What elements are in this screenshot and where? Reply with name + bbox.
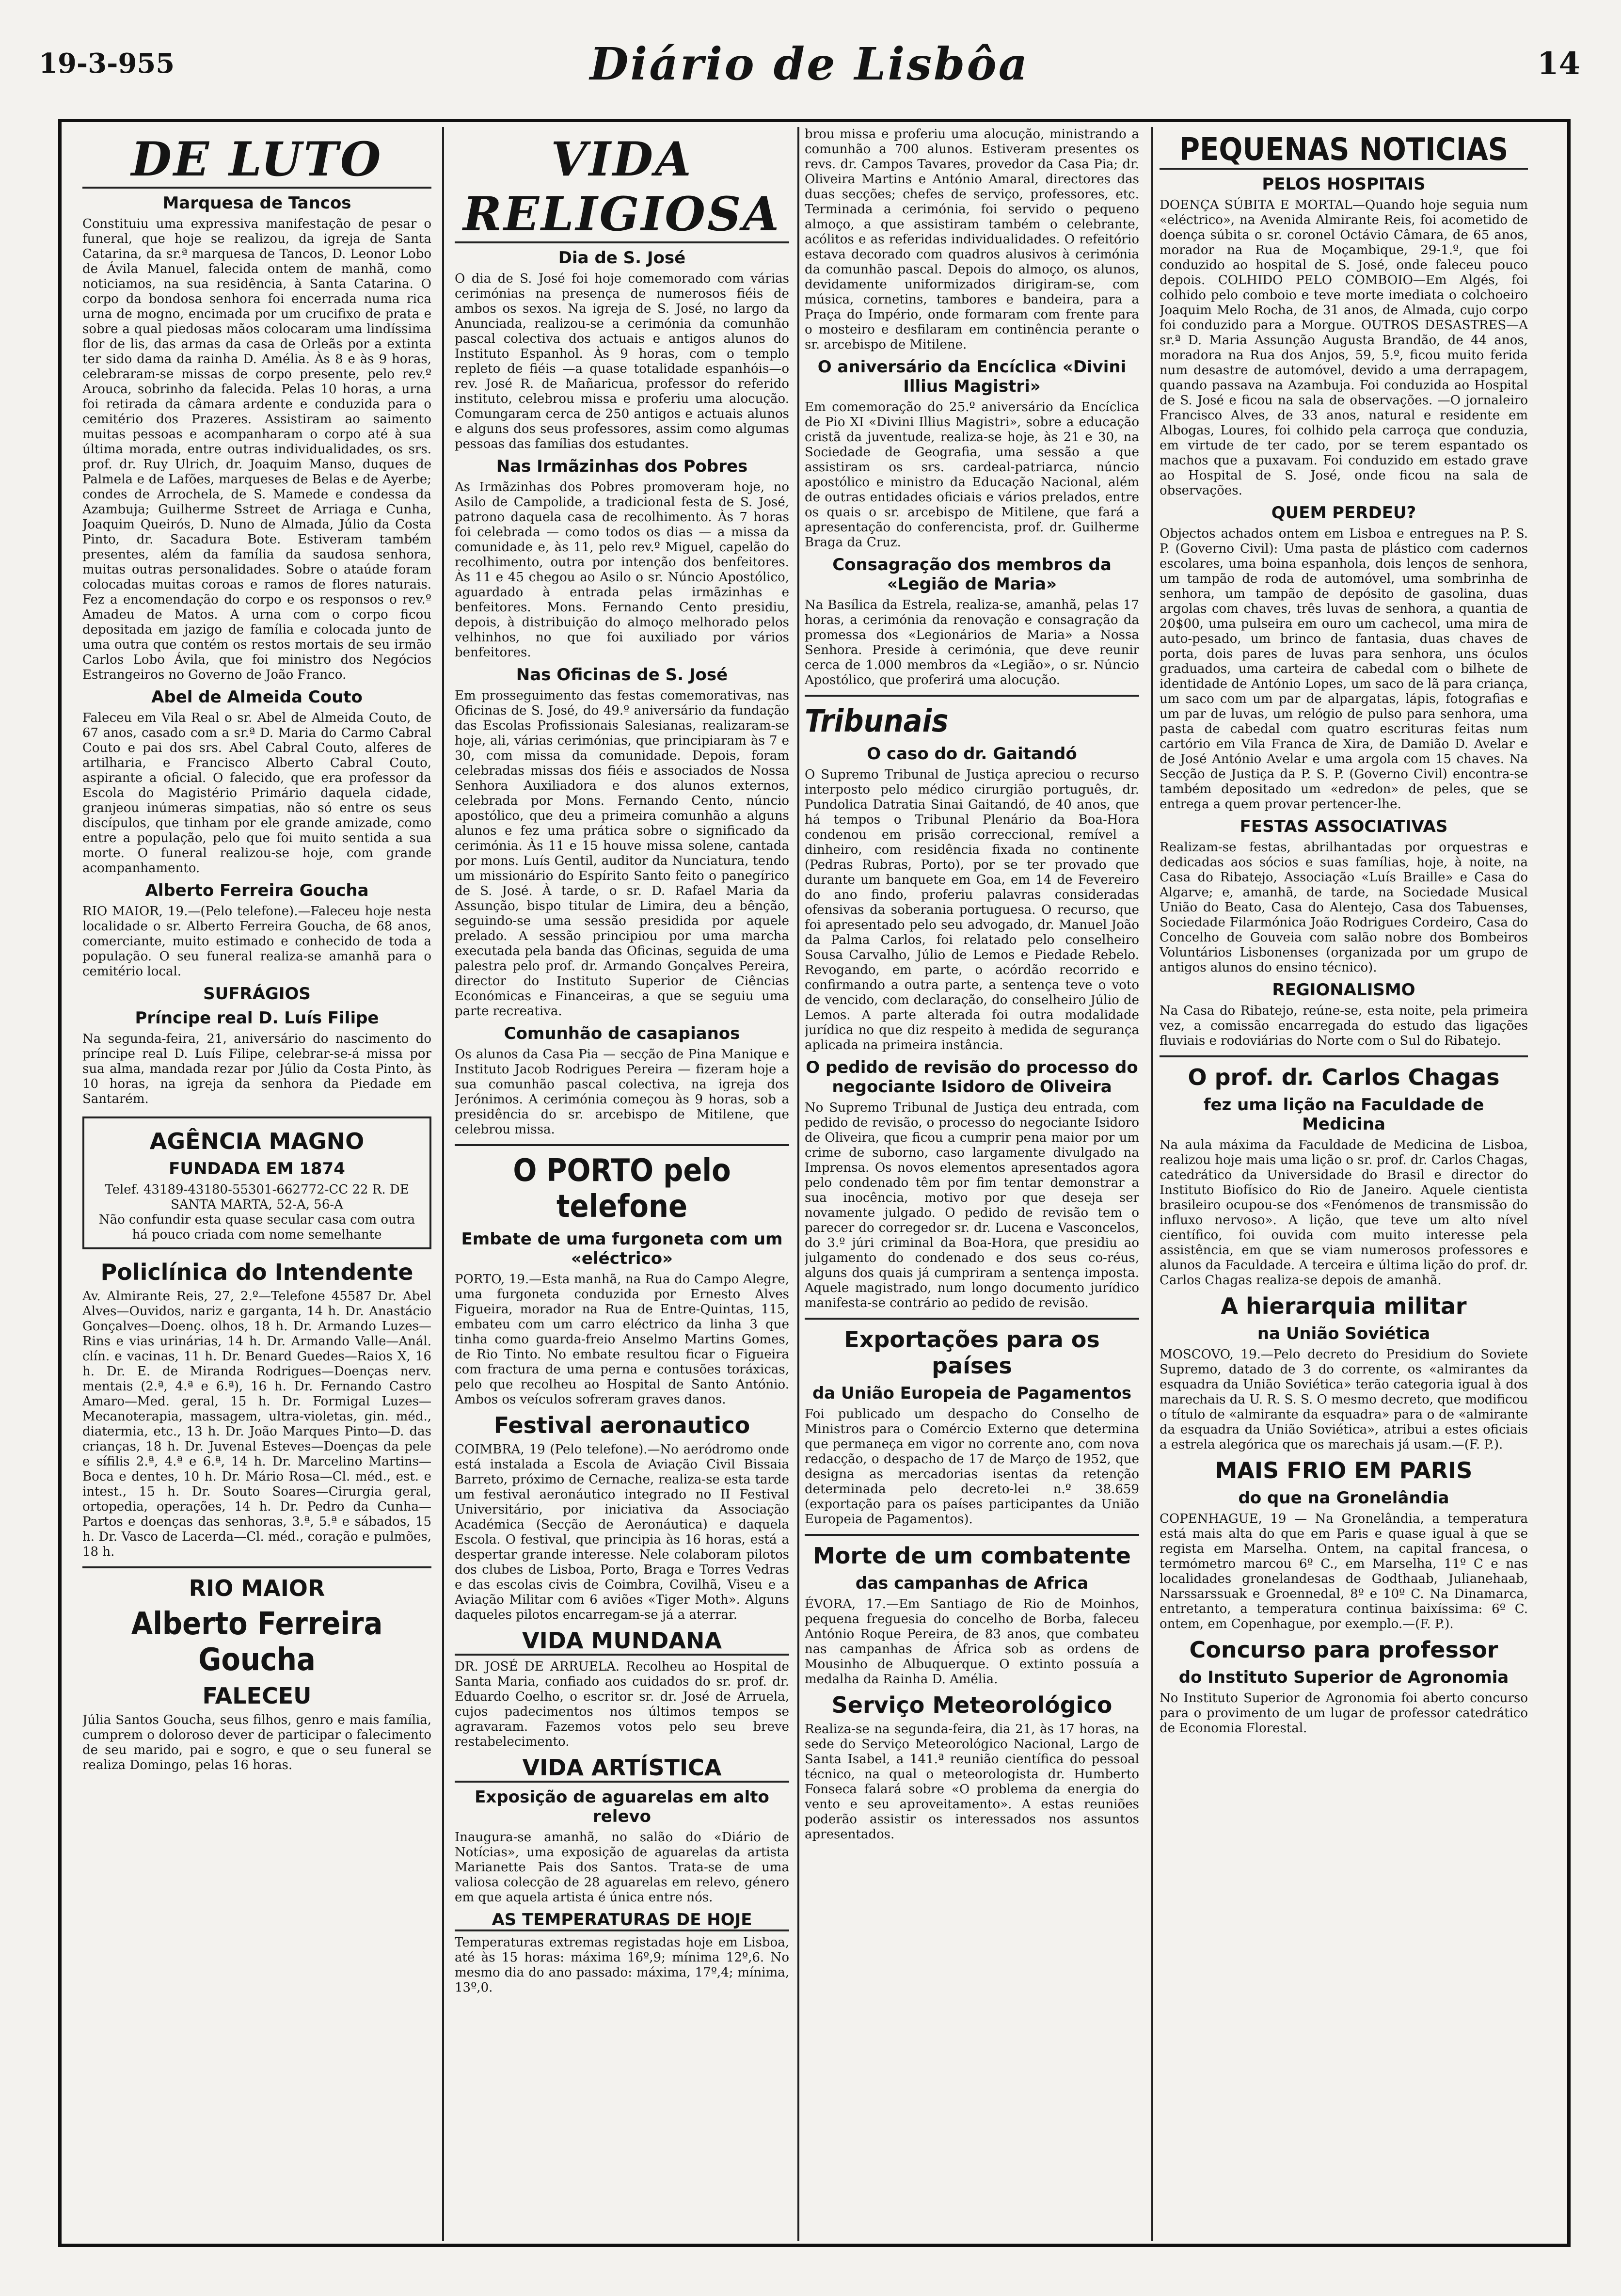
article-body: COPENHAGUE, 19 — Na Gronelândia, a temperatura está mais alta do que em Paris e quase igual à que se regista em Marselha. Ontem, na capital francesa, o termómetro marcou 6º C., em Marselha, 11º C e nas localidades gronelandesas de Godthaab, Julianehaab, Narssarssuak e Groennedal, 8º e 10º C. Na Dinamarca, entretanto, a temperatura continua baixíssima: 6º C. ontem, em Copenhague, por exemplo.—(F. P.). bbox=[1160, 1512, 1528, 1631]
column-short-news bbox=[1160, 127, 1528, 2241]
section-title-pequenas-noticias: PEQUENAS NOTICIAS bbox=[1160, 132, 1528, 170]
article-body: COIMBRA, 19 (Pelo telefone).—No aeródromo onde está instalada a Escola de Aviação Civil Bissaia Barreto, próximo de Cernache, realiza-se esta tarde um festival aeronáutico integrado no II Festival Universitário, por iniciativa da Associação Académica (Secção de Aeronáutica) e daquela Escola. O festival, que principia às 16 horas, está a despertar grande interesse. Nele colaboram pilotos dos clubes de Lisboa, Porto, Braga e Torres Vedras e das escolas civis de Coimbra, Covilhã, Viseu e a Aviação Militar com 6 aviões «Tiger Moth». Alguns daqueles pilotos encarregam-se já a aterrar. bbox=[455, 1442, 789, 1622]
section-title-vida-religiosa: VIDA RELIGIOSA bbox=[455, 132, 789, 243]
advert-subtitle: FUNDADA EM 1874 bbox=[169, 1159, 345, 1179]
article-body: Temperaturas extremas registadas hoje em Lisboa, até às 15 horas: máxima 16º,9; mínima 12º,6. No mesmo dia do ano passado: máxima, 17º,4; mínima, 13º,0. bbox=[455, 1935, 789, 1995]
article-subheading: Príncipe real D. Luís Filipe bbox=[135, 1008, 379, 1028]
article-heading: PELOS HOSPITAIS bbox=[1262, 175, 1426, 194]
article-body: Realiza-se na segunda-feira, dia 21, às 17 horas, na sede do Serviço Meteorológico Nacional, Largo de Santa Isabel, a 141.ª reunião científica do pessoal técnico, na qual o meteorologista dr. Humberto Fonseca falará sobre «O problema da energia do vento e seu aproveitamento». A estas reuniões poderão assistir os interessados nos assuntos apresentados. bbox=[805, 1722, 1139, 1842]
column-religious-life bbox=[455, 127, 789, 2241]
advert-agencia-magno bbox=[82, 1116, 431, 1249]
article-body: MOSCOVO, 19.—Pelo decreto do Presidium do Soviete Supremo, datado de 3 do corrente, os «almirantes da esquadra da União Soviética» terão categoria igual à dos marechais da U. R. S. S. O mesmo decreto, que modificou o título de «almirante da esquadra» para o de «almirante da esquadra da União Soviética», atribui a estes oficiais a estrela alegórica que os marechais já usam.—(F. P.). bbox=[1160, 1347, 1528, 1452]
article-body: Constituiu uma expressiva manifestação de pesar o funeral, que hoje se realizou, da igreja de Santa Catarina, da sr.ª marquesa de Tancos, D. Leonor Lobo de Ávila Manuel, falecida ontem de manhã, como noticiamos, na sua residência, à Santa Catarina. O corpo da bondosa senhora foi encerrada numa rica urna de mogno, encimada por um crucifixo de prata e sobre a qual piedosas mãos colocaram uma lindíssima flor de lis, das armas da casa de Orleãs por a extinta ter sido dama da rainha D. Amélia. Às 8 e às 9 horas, celebraram-se missas de corpo presente, pelo rev.º Arouca, sobrinho da falecida. Pelas 10 horas, a urna foi retirada da câmara ardente e conduzida para o cemitério dos Prazeres. Assistiram ao saimento muitas pessoas e acompanharam o corpo até à sua última morada, entre outras individualidades, os srs. prof. dr. Ruy Ulrich, dr. Joaquim Manso, duques de Palmela e de Lafões, marqueses de Belas e de Ayerbe; condes de Arrochela, de S. Mamede e condessa da Azambuja; Guilherme Sstreet de Arriaga e Cunha, Joaquim Queirós, D. Nuno de Almada, Júlio da Costa Pinto, dr. Sacadura Bote. Estiveram também presentes, além da família da saudosa senhora, muitas outras personalidades. Sobre o ataúde foram colocadas muitas coroas e ramos de flores naturais. Fez a encomendação do corpo e os responsos o rev.º Amadeu de Matos. A urna com o corpo ficou depositada em jazigo de família e colocada junto de uma outra que contém os restos mortais de seu irmão Carlos Lobo Ávila, que foi ministro dos Negócios Estrangeiros no Governo de João Franco. bbox=[82, 217, 431, 682]
article-heading: A hierarquia militar bbox=[1221, 1293, 1467, 1319]
article-heading: Exportações para os países bbox=[844, 1326, 1100, 1379]
article-heading: MAIS FRIO EM PARIS bbox=[1215, 1457, 1473, 1483]
page-number: 14 bbox=[1537, 46, 1580, 82]
article-heading: FESTAS ASSOCIATIVAS bbox=[1240, 817, 1448, 836]
article-body: Realizam-se festas, abrilhantadas por orquestras e dedicadas aos sócios e suas famílias, hoje, à noite, na Casa do Ribatejo, Associação «Luís Braille» e Casa do Algarve; e, amanhã, de tarde, na Sociedade Musical União do Beato, Casa do Alentejo, Casa dos Tabuenses, Sociedade Filarmónica João Rodrigues Cordeiro, Casa do Concelho de Gouveia com salão nobre dos Bombeiros Voluntários Lisbonenses (organizada por um grupo de antigos alunos do ensino técnico). bbox=[1160, 840, 1528, 975]
article-body: As Irmãzinhas dos Pobres promoveram hoje, no Asilo de Campolide, a tradicional festa de S. José, patrono daquela casa de recolhimento. Às 7 horas foi celebrada — como todos os dias — a missa da comunidade e, às 11, pelo rev.º Miguel, capelão do recolhimento, outra por intenção dos benfeitores. Às 11 e 45 chegou ao Asilo o sr. Núncio Apostólico, aguardado à entrada pelas irmãzinhas e benfeitores. Mons. Fernando Cento presidiu, depois, à distribuição do almoço melhorado pelos velhinhos, no que foi auxiliado por vários benfeitores. bbox=[455, 480, 789, 660]
article-heading: Alberto Ferreira Goucha bbox=[145, 881, 369, 900]
article-body: RIO MAIOR, 19.—(Pelo telefone).—Faleceu hoje nesta localidade o sr. Alberto Ferreira Goucha, de 68 anos, comerciante, muito estimado e conhecido de toda a população. O seu funeral realiza-se amanhã para o cemitério local. bbox=[82, 904, 431, 979]
divider bbox=[82, 1566, 431, 1568]
masthead bbox=[39, 38, 1580, 106]
article-heading: Marquesa de Tancos bbox=[162, 193, 351, 213]
article-heading: SUFRÁGIOS bbox=[203, 984, 311, 1004]
article-body: No Instituto Superior de Agronomia foi aberto concurso para o provimento de um lugar de professor catedrático de Economia Florestal. bbox=[1160, 1691, 1528, 1736]
article-heading: Morte de um combatente bbox=[813, 1543, 1131, 1569]
article-subheading: do que na Gronelândia bbox=[1238, 1488, 1449, 1508]
column-rule bbox=[797, 127, 799, 2241]
divider bbox=[455, 1144, 789, 1146]
advert-address: Telef. 43189-43180-55301-662772-CC 22 R. DE SANTA MARTA, 52-A, 56-A bbox=[105, 1182, 409, 1212]
advert-note: Não confundir esta quase secular casa com outra há pouco criada com nome semelhante bbox=[98, 1212, 415, 1242]
article-body: Na segunda-feira, 21, aniversário do nascimento do príncipe real D. Luís Filipe, celebrar-se-á missa por sua alma, mandada rezar por Júlio da Costa Pinto, às 10 horas, na igreja da senhora da Piedade em Santarém. bbox=[82, 1032, 431, 1106]
column-rule bbox=[442, 127, 444, 2241]
article-heading: Festival aeronautico bbox=[493, 1412, 750, 1438]
article-body: Inaugura-se amanhã, no salão do «Diário de Notícias», uma exposição de aguarelas da artista Marianette Pais dos Santos. Trata-se de uma valiosa colecção de 28 aguarelas em relevo, género em que aquela artista é única entre nós. bbox=[455, 1830, 789, 1905]
section-title-vida-artistica: VIDA ARTÍSTICA bbox=[455, 1754, 789, 1783]
issue-date: 19-3-955 bbox=[39, 48, 175, 80]
article-body: Os alunos da Casa Pia — secção de Pina Manique e Instituto Jacob Rodrigues Pereira — fizeram hoje a sua comunhão pascal colectiva, na igreja dos Jerónimos. A cerimónia começou às 9 horas, sob a presidência do sr. arcebispo de Mitilene, que celebrou missa. bbox=[455, 1047, 789, 1137]
advert-body: Av. Almirante Reis, 27, 2.º—Telefone 45587 Dr. Abel Alves—Ouvidos, nariz e garganta, 14 h. Dr. Anastácio Gonçalves—Doenç. olhos, 18 h. Dr. Armando Luzes—Rins e vias urinárias, 14 h. Dr. Armando Valle—Anál. clín. e vacinas, 11 h. Dr. Benard Guedes—Raios X, 16 h. Dr. E. de Miranda Rodrigues—Doenças nerv. mentais (2.ª, 4.ª e 6.ª), 16 h. Dr. Fernando Castro Amaro—Med. geral, 15 h. Dr. Formigal Luzes—Mecanoterapia, massagem, ultra-violetas, gin. méd., diatermia, etc., 13 h. Dr. João Marques Pinto—D. das crianças, 18 h. Dr. Juvenal Esteves—Doenças da pele e sífilis 2.ª, 4.ª e 6.ª, 14 h. Dr. Marcelino Martins—Boca e dentes, 10 h. Dr. Mário Rosa—Cl. méd., est. e intest., 15 h. Dr. Souto Soares—Cirurgia geral, ortopedia, operações, 14 h. Dr. Pedro da Cunha—Partos e doenças das senhoras, 3.ª, 5.ª e sábados, 15 h. Dr. Vasco de Lacerda—Cl. méd., coração e pulmões, 18 h. bbox=[82, 1289, 431, 1559]
column-rule bbox=[1151, 127, 1153, 2241]
article-body: DOENÇA SÚBITA E MORTAL—Quando hoje seguia num «eléctrico», na Avenida Almirante Reis, foi acometido de doença súbita o sr. coronel Octávio Câmara, de 65 anos, morador na Rua de Moçambique, 29-1.º, que foi conduzido ao hospital de S. José, onde faleceu pouco depois. COLHIDO PELO COMBOIO—Em Algés, foi colhido pelo comboio e teve morte imediata o colchoeiro Joaquim Melo Rocha, de 31 anos, de Almada, cujo corpo foi conduzido para a Morgue. OUTROS DESASTRES—A sr.ª D. Maria Assunção Augusta Brandão, de 44 anos, moradora na Rua dos Anjos, 59, 5.º, ficou muito ferida num desastre de automóvel, devido a uma derrapagem, quando passava na Azambuja. Foi conduzida ao Hospital de S. José e ficou na sala de observações. —O jornaleiro Francisco Alves, de 33 anos, natural e residente em Albogas, Loures, foi colhido pela carroça que conduzia, em virtude de ter cado, por se terem espantado os machos que a puxavam. Foi conduzido em estado grave ao Hospital de S. José, onde ficou na sala de observações. bbox=[1160, 198, 1528, 498]
article-heading: Concurso para professor bbox=[1189, 1637, 1498, 1663]
article-heading: Exposição de aguarelas em alto relevo bbox=[475, 1787, 769, 1826]
article-body: PORTO, 19.—Esta manhã, na Rua do Campo Alegre, uma furgoneta conduzida por Ernesto Alves Figueira, morador na Rua de Entre-Quintas, 115, embateu com um carro eléctrico da linha 3 que tinha como guarda-freio Anselmo Martins Gomes, de Rio Tinto. No embate resultou ficar o Figueira com fractura de uma perna e contusões toráxicas, pelo que recolheu ao Hospital de Santo António. Ambos os veículos sofreram graves danos. bbox=[455, 1272, 789, 1407]
advert-title: Policlínica do Intendente bbox=[100, 1259, 413, 1285]
article-heading: Dia de S. José bbox=[558, 248, 686, 268]
article-body: O Supremo Tribunal de Justiça apreciou o recurso interposto pelo médico cirurgião português, dr. Pundolica Datratia Sinai Gaitandó, de 40 anos, que há tempos o Tribunal Plenário da Boa-Hora condenou em prisão correccional, remível a dinheiro, com residência fixada no continente (Pedras Rubras, Porto), por se ter provado que durante um banquete em Goa, em 14 de Fevereiro do ano findo, proferiu palavras consideradas ofensivas da soberania portuguesa. O recurso, que foi apresentado pelo seu advogado, dr. Manuel João da Palma Carlos, foi relatado pelo conselheiro Sousa Carvalho, Júlio de Lemos e Piedade Rebelo. Revogando, em parte, o acórdão recorrido e confirmando a outra parte, a sentença teve o voto de vencido, com declaração, do conselheiro Júlio de Lemos. A parte alterada foi outra modalidade jurídica no que diz respeito à medida de segurança aplicada na primeira instância. bbox=[805, 767, 1139, 1052]
notice-body: Júlia Santos Goucha, seus filhos, genro e mais família, cumprem o doloroso dever de participar o falecimento de seu marido, pai e sogro, e que o seu funeral se realiza Domingo, pelas 16 horas. bbox=[82, 1713, 431, 1772]
article-heading: AS TEMPERATURAS DE HOJE bbox=[455, 1910, 789, 1931]
article-body: Em comemoração do 25.º aniversário da Encíclica de Pio XI «Divini Illius Magistri», sobre a educação cristã da juventude, realiza-se hoje, às 21 e 30, na Sociedade de Geografia, uma sessão a que assistiram os srs. cardeal-patriarca, núncio apostólico e ministro da Educação Nacional, além de outras entidades oficiais e vários prelados, entre os quais o sr. arcebispo de Mitilene, que fará a apresentação do conferencista, prof. dr. Guilherme Braga da Cruz. bbox=[805, 400, 1139, 550]
article-heading: Abel de Almeida Couto bbox=[151, 687, 363, 707]
article-heading: QUEM PERDEU? bbox=[1271, 503, 1416, 523]
notice-name: Alberto Ferreira Goucha bbox=[131, 1606, 383, 1678]
article-body: Na Casa do Ribatejo, reúne-se, esta noite, pela primeira vez, a comissão encarregada do estudo das ligações fluviais e rodoviárias do Norte com o Sul do Ribatejo. bbox=[1160, 1004, 1528, 1048]
article-subheading: das campanhas de Africa bbox=[855, 1574, 1089, 1593]
divider bbox=[1160, 1055, 1528, 1057]
article-body: Na aula máxima da Faculdade de Medicina de Lisboa, realizou hoje mais uma lição o sr. prof. dr. Carlos Chagas, catedrático da Universidade do Brasil e director do Instituto Biofísico do Rio de Janeiro. Aquele cientista brasileiro ocupou-se dos «Fenómenos de transmissão do influxo nervoso». A lição, que teve um alto nível científico, foi ouvida com muito interesse pela assistência, em que se viam numerosos professores e alunos da Faculdade. A terceira e última lição do prof. dr. Carlos Chagas realiza-se depois de amanhã. bbox=[1160, 1138, 1528, 1288]
divider bbox=[805, 1318, 1139, 1320]
article-body: No Supremo Tribunal de Justiça deu entrada, com pedido de revisão, o processo do negociante Isidoro de Oliveira, que ficou a cumprir pena maior por um crime de suborno, caso largamente divulgado na Imprensa. Os novos elementos apresentados agora pelo condenado têm por fim tentar demonstrar a sua inocência, motivo por que deseja ser novamente julgado. O pedido de revisão tem o parecer do corregedor sr. dr. Lucena e Vasconcelos, do 3.º júri criminal da Boa-Hora, que presidiu ao julgamento do condenado e dos seus co-réus, alguns dos quais já cumpriram a sentença imposta. Aquele magistrado, num longo documento jurídico manifesta-se contrário ao pedido de revisão. bbox=[805, 1100, 1139, 1310]
article-heading: O pedido de revisão do processo do negociante Isidoro de Oliveira bbox=[806, 1058, 1138, 1097]
article-body: Em prosseguimento das festas comemorativas, nas Oficinas de S. José, do 49.º aniversário da fundação das Escolas Profissionais Salesianas, realizaram-se hoje, ali, várias cerimónias, que principiaram às 7 e 30, com missa da comunidade. Depois, foram celebradas missas dos fiéis e associados de Nossa Senhora Auxiliadora e dos alunos externos, celebrada por Mons. Fernando Cento, núncio apostólico, que deu a primeira comunhão a alguns alunos e fez uma prática sobre o significado da cerimónia. Às 11 e 15 houve missa solene, cantada por mons. Luís Gentil, auditor da Nunciatura, tendo um missionário do Espírito Santo feito o panegírico de S. José. À tarde, o sr. D. Rafael Maria da Assunção, bispo titular de Limira, deu a bênção, seguindo-se uma sessão presidida por aquele prelado. A sessão principiou por uma marcha executada pela banda das Oficinas, seguida de uma palestra pelo prof. dr. Armando Gonçalves Pereira, director do Instituto Superior de Ciências Económicas e Financeiras, a que se seguiu uma parte recreativa. bbox=[455, 688, 789, 1019]
notice-status: FALECEU bbox=[202, 1683, 312, 1709]
article-body: Faleceu em Vila Real o sr. Abel de Almeida Couto, de 67 anos, casado com a sr.ª D. Maria do Carmo Cabral Couto e pai dos srs. Abel Cabral Couto, alferes de artilharia, e Francisco Alberto Cabral Couto, aspirante a oficial. O falecido, que era professor da Escola do Magistério Primário daquela cidade, granjeou inúmeras simpatias, não só entre os seus discípulos, que tinham por ele grande amizade, como entre a população, pelo que foi muito sentida a sua morte. O funeral realizou-se hoje, com grande acompanhamento. bbox=[82, 711, 431, 876]
advert-title: AGÊNCIA MAGNO bbox=[149, 1128, 365, 1154]
newspaper-title: Diário de Lisbôa bbox=[589, 38, 1030, 90]
article-heading: Serviço Meteorológico bbox=[831, 1692, 1112, 1718]
article-body: Objectos achados ontem em Lisboa e entregues na P. S. P. (Governo Civil): Uma pasta de plástico com cadernos escolares, uma boina espanhola, dois lenços de senhora, um tampão de roda de automóvel, uma sombrinha de senhora, um tampão de depósito de gasolina, duas argolas com chaves, três luvas de senhora, a quantia de 20$00, uma pulseira em ouro um cachecol, uma mira de auto-pesado, um brinco de fantasia, duas chaves de porta, dois pares de luvas para senhora, uns óculos graduados, uma carteira de cabedal com o bilhete de identidade de António Lopes, um saco de lã para criança, um saco com um par de alpargatas, lápis, fotografias e um par de luvas, um relógio de pulso para senhora, uma pasta de cabedal com quatro escrituras feitas num cartório em Vila Franca de Xira, de Damião D. Avelar e de José António Avelar e uma argola com 15 chaves. Na Secção de Justiça da P. S. P. (Governo Civil) encontra-se também depositado um «edredon» de peles, que se entrega a quem provar pertencer-lhe. bbox=[1160, 526, 1528, 812]
article-heading: Comunhão de casapianos bbox=[504, 1024, 740, 1043]
column-news bbox=[805, 127, 1139, 2241]
section-title-porto: O PORTO pelo telefone bbox=[513, 1153, 731, 1225]
article-body: DR. JOSÉ DE ARRUELA. Recolheu ao Hospital de Santa Maria, confiado aos cuidados do sr. prof. dr. Eduardo Coelho, o escritor sr. dr. José de Arruela, cujos padecimentos nos últimos tempos se agravaram. Fazemos votos pelo seu breve restabelecimento. bbox=[455, 1659, 789, 1749]
article-body: brou missa e proferiu uma alocução, ministrando a comunhão a 700 alunos. Estiveram presentes os revs. dr. Campos Tavares, provedor da Casa Pia; dr. Oliveira Martins e António Amaral, directores das duas secções; chefes de serviço, professores, etc. Terminada a cerimónia, foi servido o pequeno almoço, a que assistiram também o celebrante, acólitos e as referidas individualidades. O refeitório estava decorado com quadros alusivos à cerimónia da comunhão pascal. Depois do almoço, os alunos, devidamente uniformizados dirigiram-se, com música, cornetins, tambores e bandeira, para a Praça do Império, onde formaram com frente para o mosteiro e desfilaram em continência perante o sr. arcebispo de Mitilene. bbox=[805, 127, 1139, 352]
article-heading: REGIONALISMO bbox=[1272, 980, 1415, 1000]
article-body: ÉVORA, 17.—Em Santiago de Rio de Moinhos, pequena freguesia do concelho de Borba, faleceu António Roque Pereira, de 83 anos, que combateu nas campanhas de África sob as ordens de Mousinho de Albuquerque. O extinto possuía a medalha da Rainha D. Amélia. bbox=[805, 1597, 1139, 1687]
divider bbox=[805, 1534, 1139, 1536]
divider bbox=[805, 695, 1139, 697]
column-obituaries bbox=[82, 127, 431, 2241]
article-subheading: do Instituto Superior de Agronomia bbox=[1178, 1668, 1509, 1687]
article-heading: O prof. dr. Carlos Chagas bbox=[1188, 1064, 1500, 1090]
article-body: Foi publicado um despacho do Conselho de Ministros para o Comércio Externo que determina que permaneça em vigor no corrente ano, com nova redacção, o despacho de 17 de Março de 1952, que designa as mercadorias isentas da retenção determinada pelo decreto-lei n.º 38.659 (exportação para os países participantes da União Europeia de Pagamentos). bbox=[805, 1407, 1139, 1527]
article-subheading: fez uma lição na Faculdade de Medicina bbox=[1203, 1095, 1484, 1134]
article-heading: Embate de uma furgoneta com um «eléctrico» bbox=[461, 1229, 783, 1268]
article-subheading: na União Soviética bbox=[1257, 1324, 1430, 1343]
section-title-de-luto: DE LUTO bbox=[82, 132, 431, 189]
article-subheading: da União Europeia de Pagamentos bbox=[812, 1384, 1132, 1403]
article-body: Na Basílica da Estrela, realiza-se, amanhã, pelas 17 horas, a cerimónia da renovação e consagração da promessa dos «Legionários de Maria» a Nossa Senhora. Preside à cerimónia, que deve reunir cerca de 1.000 membros da «Legião», o sr. Núncio Apostólico, que proferirá uma alocução. bbox=[805, 598, 1139, 687]
section-title-vida-mundana: VIDA MUNDANA bbox=[455, 1627, 789, 1656]
article-heading: O caso do dr. Gaitandó bbox=[867, 744, 1077, 764]
article-body: O dia de S. José foi hoje comemorado com várias cerimónias na presença de numerosos fiéis de ambos os sexos. Na igreja de S. José, no largo da Anunciada, realizou-se a cerimónia da comunhão pascal colectiva dos actuais e antigos alunos do Instituto Espanhol. Às 9 horas, com o templo repleto de fiéis —a quase totalidade espanhóis—o rev. José R. de Mañaricua, professor do referido instituto, celebrou missa e proferiu uma alocução. Comungaram cerca de 250 antigos e actuais alunos e alguns dos seus professores, assim como algumas pessoas das famílias dos estudantes. bbox=[455, 271, 789, 451]
article-heading: O aniversário da Encíclica «Divini Illius Magistri» bbox=[817, 357, 1127, 396]
section-title-tribunais: Tribunais bbox=[805, 703, 949, 739]
article-heading: Nas Irmãzinhas dos Pobres bbox=[496, 457, 748, 476]
notice-place: RIO MAIOR bbox=[189, 1575, 325, 1601]
article-heading: Consagração dos membros da «Legião de Maria» bbox=[832, 555, 1112, 594]
article-heading: Nas Oficinas de S. José bbox=[516, 665, 728, 685]
